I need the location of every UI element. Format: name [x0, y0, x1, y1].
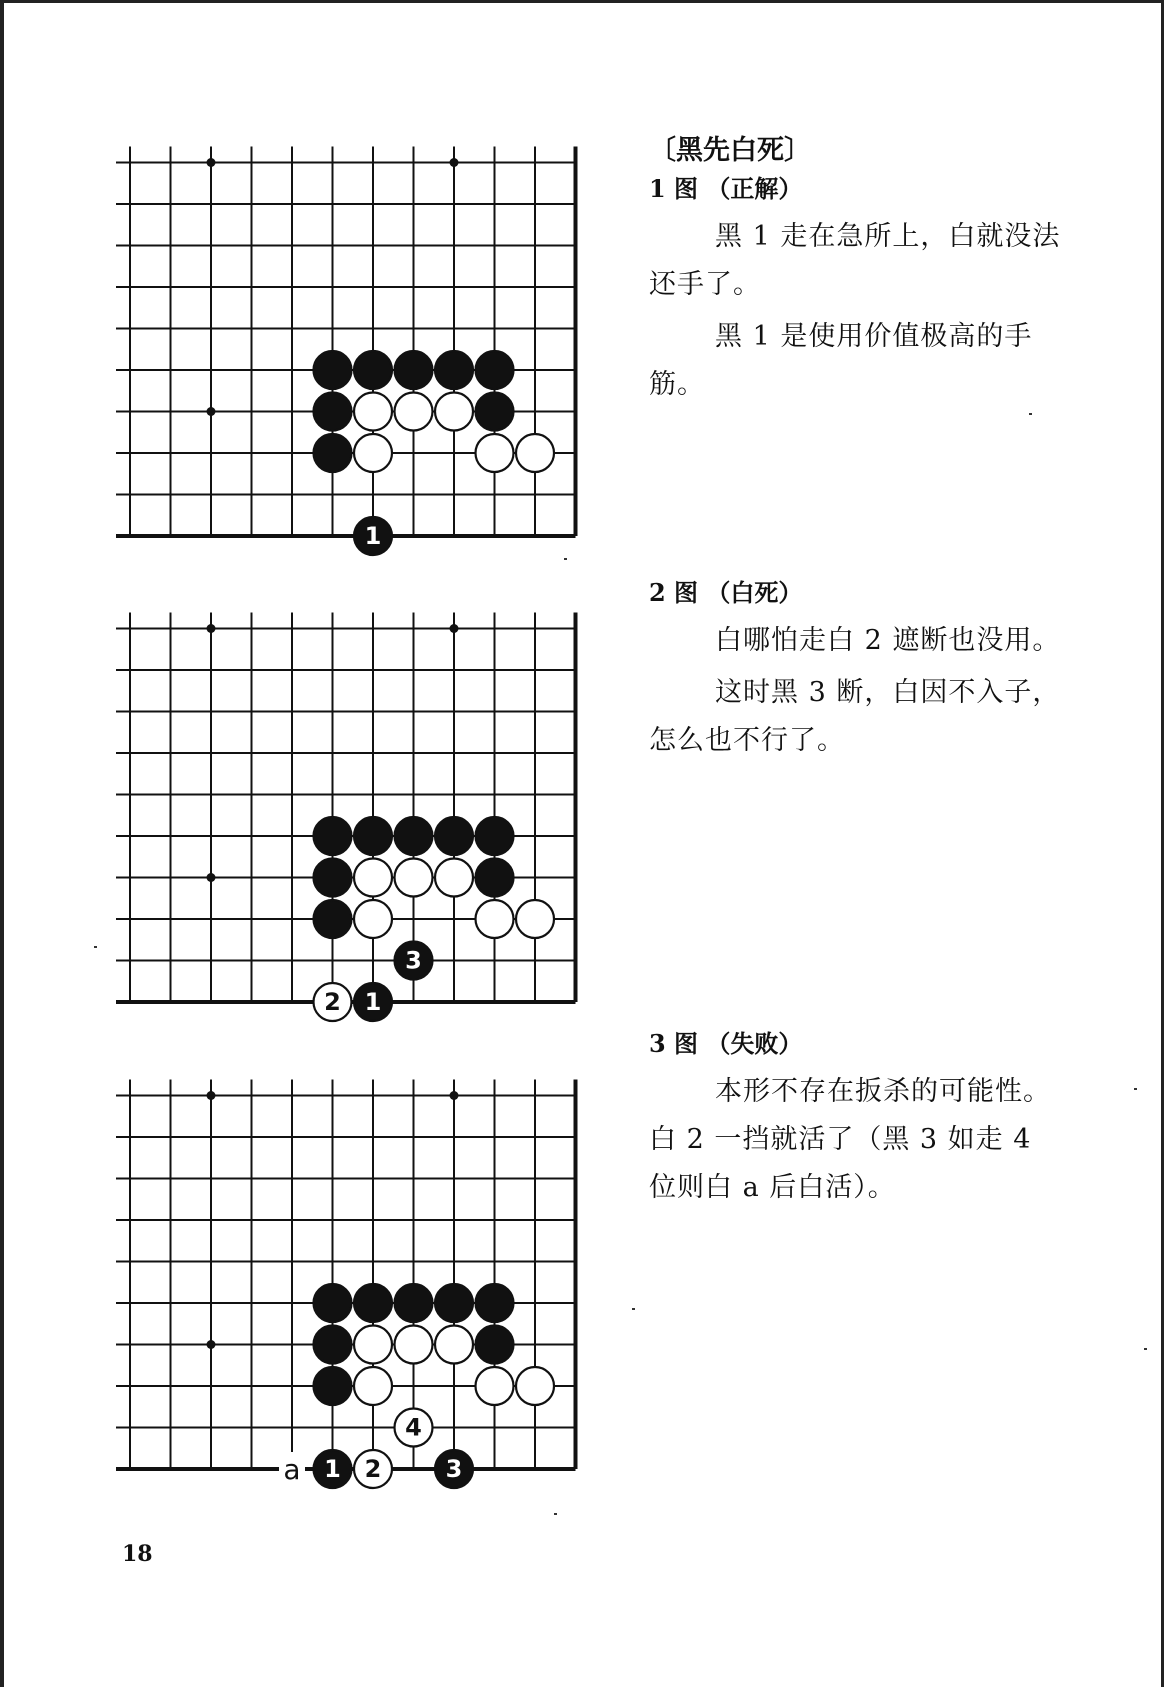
stone-disc: [476, 351, 514, 389]
star-point: [207, 873, 216, 882]
commentary-paragraph: 本形不存在扳杀的可能性。白 2 一挡就活了（黑 3 如走 4 位则白 a 后白活）。: [649, 1076, 1051, 1203]
star-point: [207, 624, 216, 633]
black-stone: [395, 351, 433, 389]
black-stone: [314, 351, 352, 389]
white-stone: [354, 1450, 392, 1488]
stone-disc: [314, 817, 352, 855]
black-stone: [314, 434, 352, 472]
diagram-caption: 2 图 （白死）: [649, 578, 803, 607]
black-stone: [435, 1284, 473, 1322]
black-stone: [314, 393, 352, 431]
stone-disc: [314, 859, 352, 897]
black-stone: [395, 942, 433, 980]
stone-disc: [476, 859, 514, 897]
commentary-paragraph: 这时黑 3 断，白因不入子，怎么也不行了。: [649, 677, 1061, 756]
white-stone: [354, 1367, 392, 1405]
black-stone: [314, 900, 352, 938]
star-point: [207, 1340, 216, 1349]
black-stone: [354, 1284, 392, 1322]
stone-disc: [476, 393, 514, 431]
black-stone: [354, 817, 392, 855]
stone-disc: [435, 1326, 473, 1364]
white-stone: [395, 1409, 433, 1447]
white-stone: [354, 1326, 392, 1364]
commentary-paragraph: 黑 1 是使用价值极高的手筋。: [649, 321, 1033, 400]
white-stone: [476, 1367, 514, 1405]
move-number-label: 1: [324, 1455, 341, 1483]
stone-disc: [354, 1284, 392, 1322]
move-number-label: 3: [405, 946, 422, 975]
move-number-label: 2: [324, 988, 341, 1016]
black-stone: [476, 817, 514, 855]
black-stone: [435, 817, 473, 855]
stone-disc: [476, 1367, 514, 1405]
stone-disc: [395, 859, 433, 897]
black-stone: [314, 817, 352, 855]
black-stone: [354, 351, 392, 389]
star-point: [450, 158, 459, 167]
point-label-a: a: [283, 1453, 301, 1486]
black-stone: [476, 351, 514, 389]
white-stone: [476, 900, 514, 938]
white-stone: [354, 434, 392, 472]
star-point: [207, 1091, 216, 1100]
black-stone: [476, 1284, 514, 1322]
problem-text-1: [649, 131, 1069, 413]
white-stone: [516, 900, 554, 938]
commentary-paragraph: 黑 1 走在急所上，白就没法还手了。: [649, 221, 1061, 300]
black-stone: [476, 859, 514, 897]
commentary-paragraph: 白哪怕走白 2 遮断也没用。: [715, 625, 1061, 656]
scan-speck: [554, 1513, 557, 1515]
move-number-label: 4: [405, 1413, 422, 1442]
stone-disc: [476, 1284, 514, 1322]
black-stone: [395, 817, 433, 855]
stone-disc: [476, 900, 514, 938]
stone-disc: [314, 1326, 352, 1364]
move-number-label: 1: [364, 988, 382, 1016]
go-board-diagram-3: [112, 1056, 612, 1486]
stone-disc: [395, 1284, 433, 1322]
black-stone: [476, 1326, 514, 1364]
black-stone: [395, 1284, 433, 1322]
white-stone: [395, 859, 433, 897]
stone-disc: [395, 393, 433, 431]
white-stone: [395, 1326, 433, 1364]
stone-disc: [435, 817, 473, 855]
stone-disc: [354, 1367, 392, 1405]
stone-disc: [314, 351, 352, 389]
white-stone: [314, 983, 352, 1021]
black-stone: [314, 1326, 352, 1364]
diagram-caption: 3 图 （失败）: [649, 1029, 803, 1058]
scan-speck: [1144, 1348, 1147, 1350]
star-point: [207, 158, 216, 167]
black-stone: [314, 1367, 352, 1405]
stone-disc: [516, 900, 554, 938]
diagram-caption: 1 图 （正解）: [649, 174, 803, 203]
go-board-diagram-2: [112, 589, 612, 1016]
black-stone: [435, 351, 473, 389]
white-stone: [354, 393, 392, 431]
stone-disc: [354, 900, 392, 938]
black-stone: [354, 983, 392, 1021]
scan-speck: [632, 1308, 635, 1310]
stone-disc: [354, 1326, 392, 1364]
stone-disc: [354, 817, 392, 855]
stone-disc: [476, 817, 514, 855]
stone-disc: [476, 1326, 514, 1364]
star-point: [450, 1091, 459, 1100]
move-number-label: 1: [364, 522, 382, 550]
stone-disc: [435, 859, 473, 897]
scan-speck: [94, 946, 97, 948]
stone-disc: [314, 900, 352, 938]
white-stone: [395, 393, 433, 431]
stone-disc: [354, 859, 392, 897]
stone-disc: [516, 434, 554, 472]
stone-disc: [516, 1367, 554, 1405]
white-stone: [354, 900, 392, 938]
go-board-diagram-1: [112, 123, 612, 550]
stone-disc: [476, 434, 514, 472]
stone-disc: [435, 1284, 473, 1322]
white-stone: [516, 434, 554, 472]
white-stone: [354, 859, 392, 897]
move-number-label: 2: [364, 1455, 382, 1483]
stone-disc: [395, 351, 433, 389]
stone-disc: [354, 434, 392, 472]
stone-disc: [354, 393, 392, 431]
stone-disc: [435, 393, 473, 431]
stone-disc: [314, 393, 352, 431]
scan-speck: [564, 558, 567, 560]
black-stone: [476, 393, 514, 431]
stone-disc: [314, 1284, 352, 1322]
stone-disc: [314, 1367, 352, 1405]
black-stone: [354, 517, 392, 555]
black-stone: [314, 859, 352, 897]
page-number: 18: [122, 1541, 153, 1567]
star-point: [450, 624, 459, 633]
scan-speck: [1029, 413, 1032, 415]
black-stone: [314, 1284, 352, 1322]
move-number-label: 3: [445, 1455, 463, 1483]
stone-disc: [354, 351, 392, 389]
star-point: [207, 407, 216, 416]
problem-text-3: [649, 1026, 1069, 1216]
white-stone: [435, 859, 473, 897]
black-stone: [314, 1450, 352, 1488]
stone-disc: [395, 1326, 433, 1364]
white-stone: [476, 434, 514, 472]
stone-disc: [435, 351, 473, 389]
problem-title: 〔黑先白死〕: [649, 135, 811, 166]
scan-speck: [1134, 1088, 1137, 1090]
stone-disc: [395, 817, 433, 855]
white-stone: [435, 1326, 473, 1364]
black-stone: [435, 1450, 473, 1488]
white-stone: [435, 393, 473, 431]
white-stone: [516, 1367, 554, 1405]
stone-disc: [314, 434, 352, 472]
problem-text-2: [649, 575, 1069, 769]
